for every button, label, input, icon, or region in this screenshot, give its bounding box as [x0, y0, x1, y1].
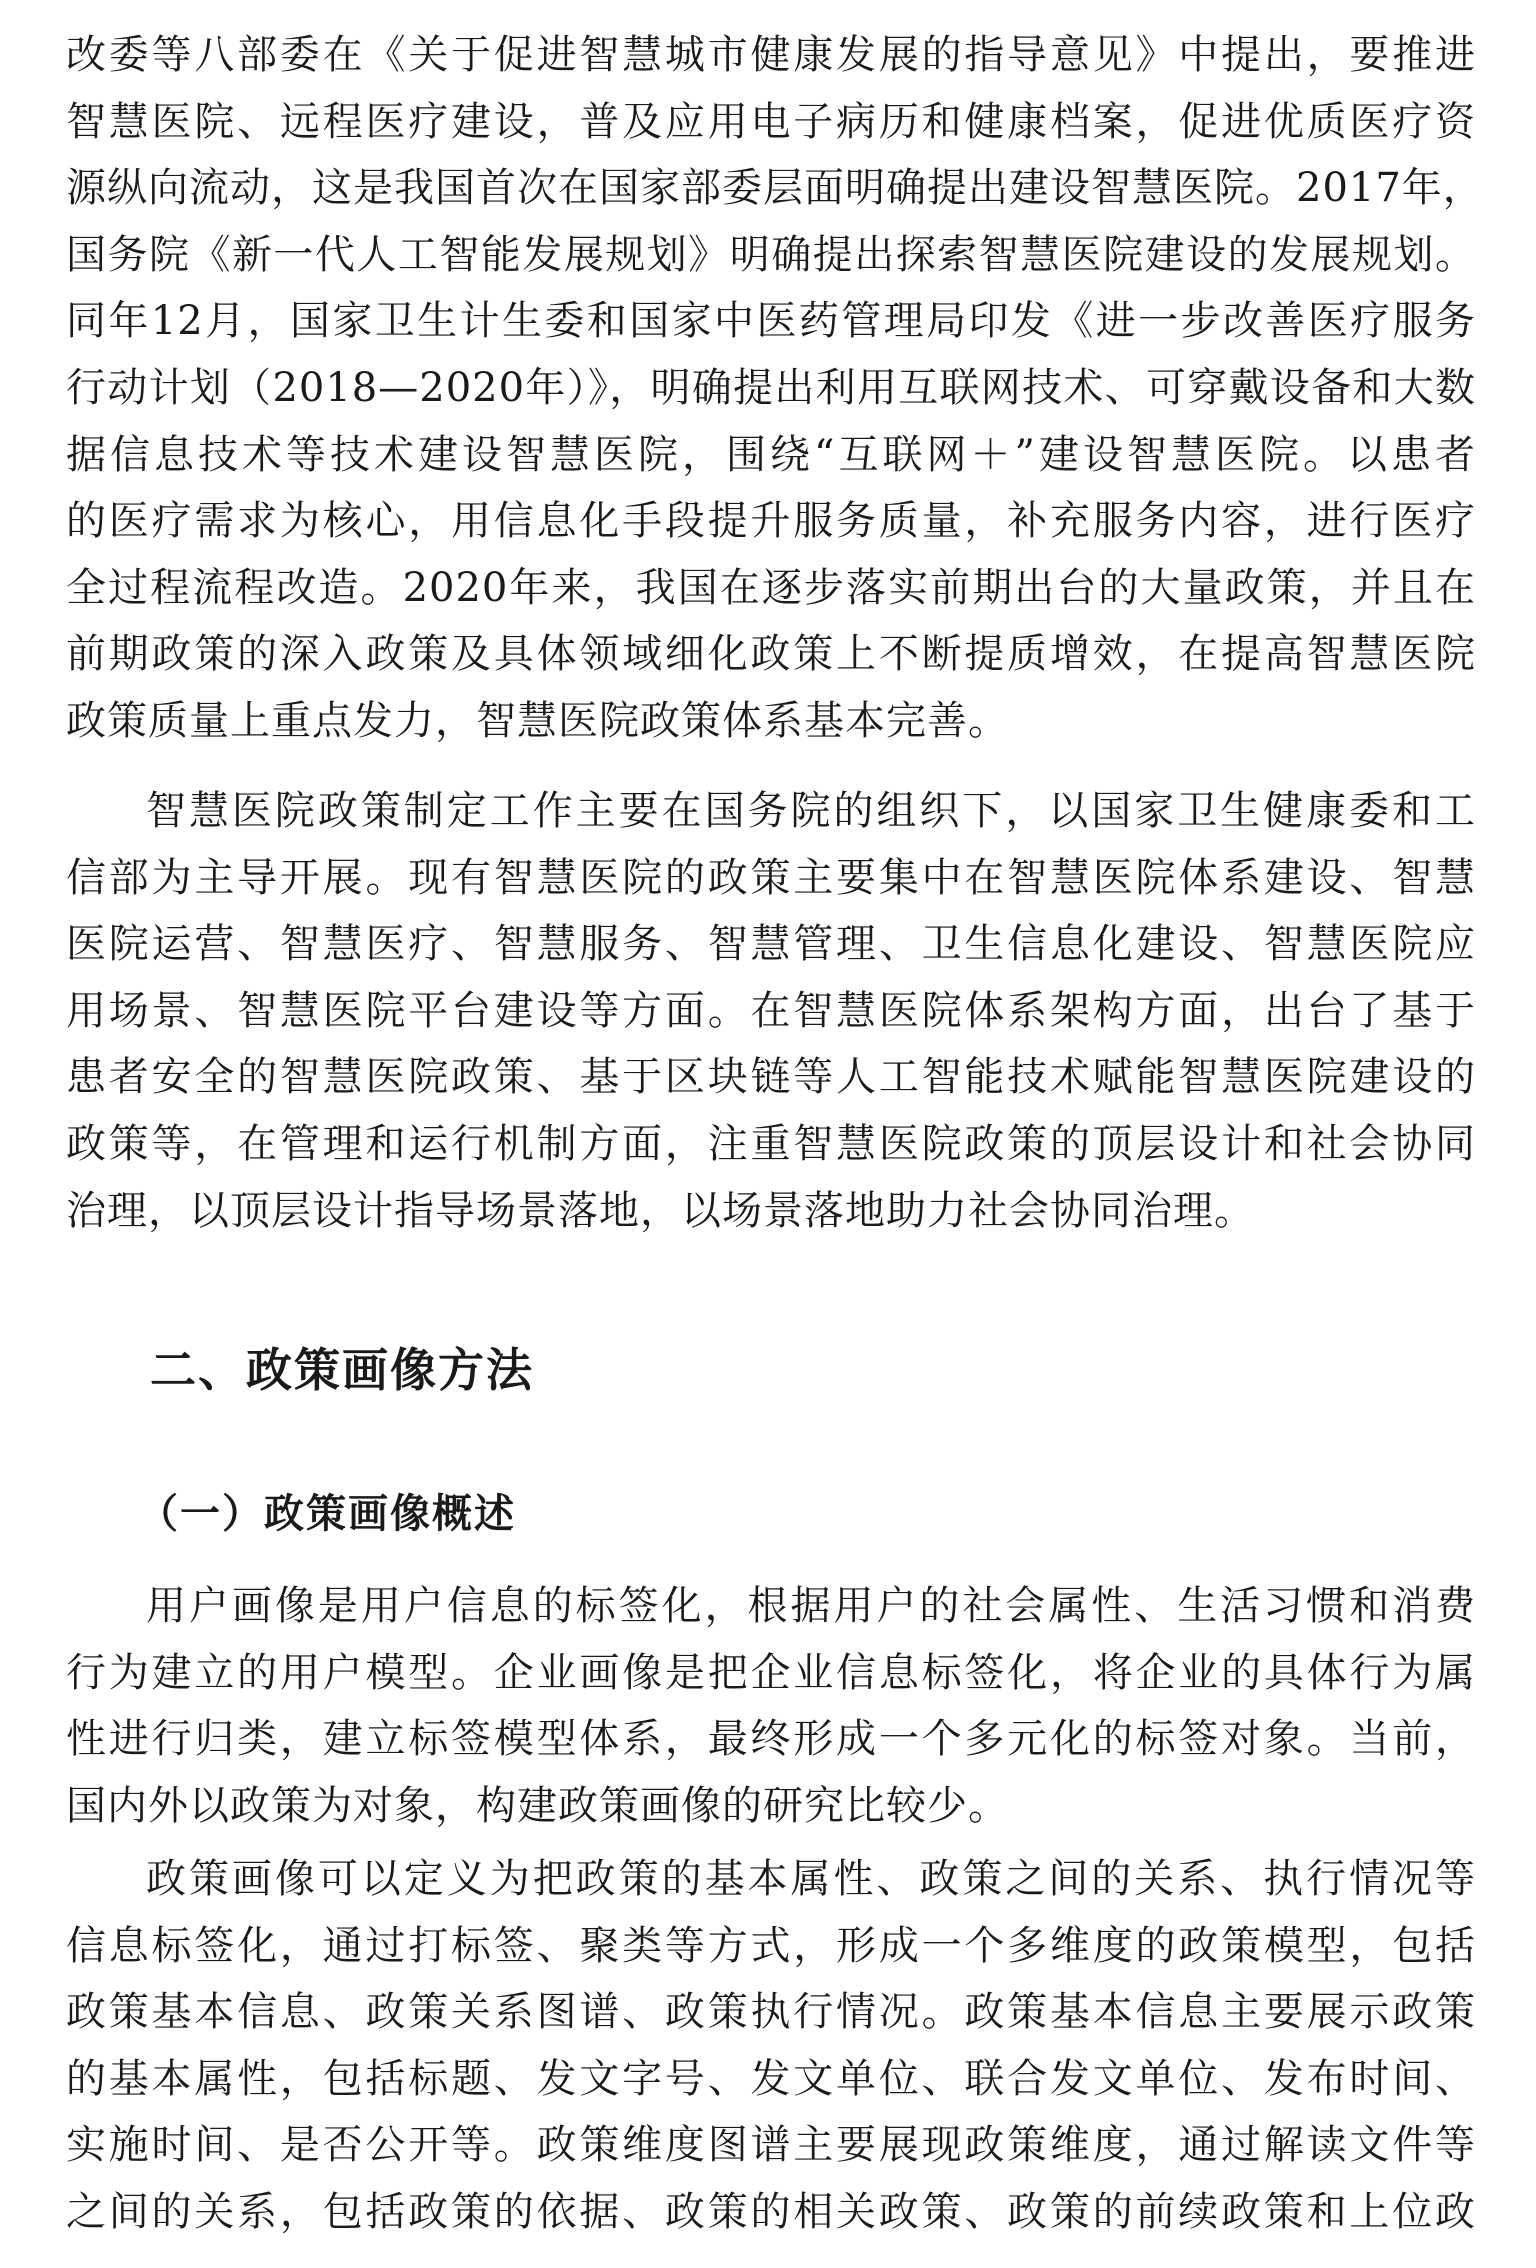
text-line: 同年12月，国家卫生计生委和国家中医药管理局印发《进一步改善医疗服务: [66, 298, 1476, 345]
text-line: 政策基本信息、政策关系图谱、政策执行情况。政策基本信息主要展示政策: [66, 1989, 1476, 2036]
text-line: 智慧医院政策制定工作主要在国务院的组织下，以国家卫生健康委和工: [146, 788, 1476, 834]
text-line: 前期政策的深入政策及具体领域细化政策上不断提质增效，在提高智慧医院: [66, 631, 1476, 678]
text-line: 信部为主导开展。现有智慧医院的政策主要集中在智慧医院体系建设、智慧: [66, 854, 1476, 901]
text-line: 的基本属性，包括标题、发文字号、发文单位、联合发文单位、发布时间、: [66, 2055, 1476, 2102]
paragraph-policy-making: [66, 778, 1476, 1244]
text-line: 医院运营、智慧医疗、智慧服务、智慧管理、卫生信息化建设、智慧医院应: [66, 921, 1476, 968]
text-line: 之间的关系，包括政策的依据、政策的相关政策、政策的前续政策和上位政: [66, 2188, 1476, 2235]
text-line: 的医疗需求为核心，用信息化手段提升服务质量，补充服务内容，进行医疗: [66, 498, 1476, 545]
text-line: 性进行归类，建立标签模型体系，最终形成一个多元化的标签对象。当前，: [66, 1716, 1476, 1763]
text-line: 智慧医院、远程医疗建设，普及应用电子病历和健康档案，促进优质医疗资: [66, 98, 1476, 145]
section-title: 二、政策画像方法: [150, 1343, 534, 1397]
text-line: 患者安全的智慧医院政策、基于区块链等人工智能技术赋能智慧医院建设的: [66, 1054, 1476, 1101]
text-line: 据信息技术等技术建设智慧医院，围绕“互联网＋”建设智慧医院。以患者: [66, 431, 1476, 478]
text-line: 治理，以顶层设计指导场景落地，以场景落地助力社会协同治理。: [66, 1187, 1255, 1234]
paragraph-user-portrait: [66, 1573, 1476, 1839]
text-line: 行动计划（2018—2020年）》，明确提出利用互联网技术、可穿戴设备和大数: [66, 364, 1476, 411]
text-line: 政策质量上重点发力，智慧医院政策体系基本完善。: [66, 697, 1009, 744]
text-line: 信息标签化，通过打标签、聚类等方式，形成一个多维度的政策模型，包括: [66, 1922, 1476, 1969]
text-line: 改委等八部委在《关于促进智慧城市健康发展的指导意见》中提出，要推进: [66, 32, 1476, 78]
sub-section-title: （一）政策画像概述: [138, 1491, 516, 1537]
text-line: 国务院《新一代人工智能发展规划》明确提出探索智慧医院建设的发展规划。: [66, 231, 1476, 278]
text-line: 政策等，在管理和运行机制方面，注重智慧医院政策的顶层设计和社会协同: [66, 1120, 1476, 1167]
text-line: 行为建立的用户模型。企业画像是把企业信息标签化，将企业的具体行为属: [66, 1649, 1476, 1696]
text-line: 用场景、智慧医院平台建设等方面。在智慧医院体系架构方面，出台了基于: [66, 987, 1476, 1034]
text-line: 源纵向流动，这是我国首次在国家部委层面明确提出建设智慧医院。2017年，: [66, 165, 1484, 212]
text-line: 全过程流程改造。2020年来，我国在逐步落实前期出台的大量政策，并且在: [66, 564, 1476, 611]
text-line: 实施时间、是否公开等。政策维度图谱主要展现政策维度，通过解读文件等: [66, 2122, 1476, 2169]
text-line: 用户画像是用户信息的标签化，根据用户的社会属性、生活习惯和消费: [146, 1583, 1476, 1629]
text-line: 国内外以政策为对象，构建政策画像的研究比较少。: [66, 1782, 1009, 1829]
text-line: 政策画像可以定义为把政策的基本属性、政策之间的关系、执行情况等: [146, 1856, 1476, 1902]
paragraph-smart-hospital-history: [66, 22, 1484, 755]
paragraph-policy-portrait-definition: [66, 1846, 1476, 2246]
